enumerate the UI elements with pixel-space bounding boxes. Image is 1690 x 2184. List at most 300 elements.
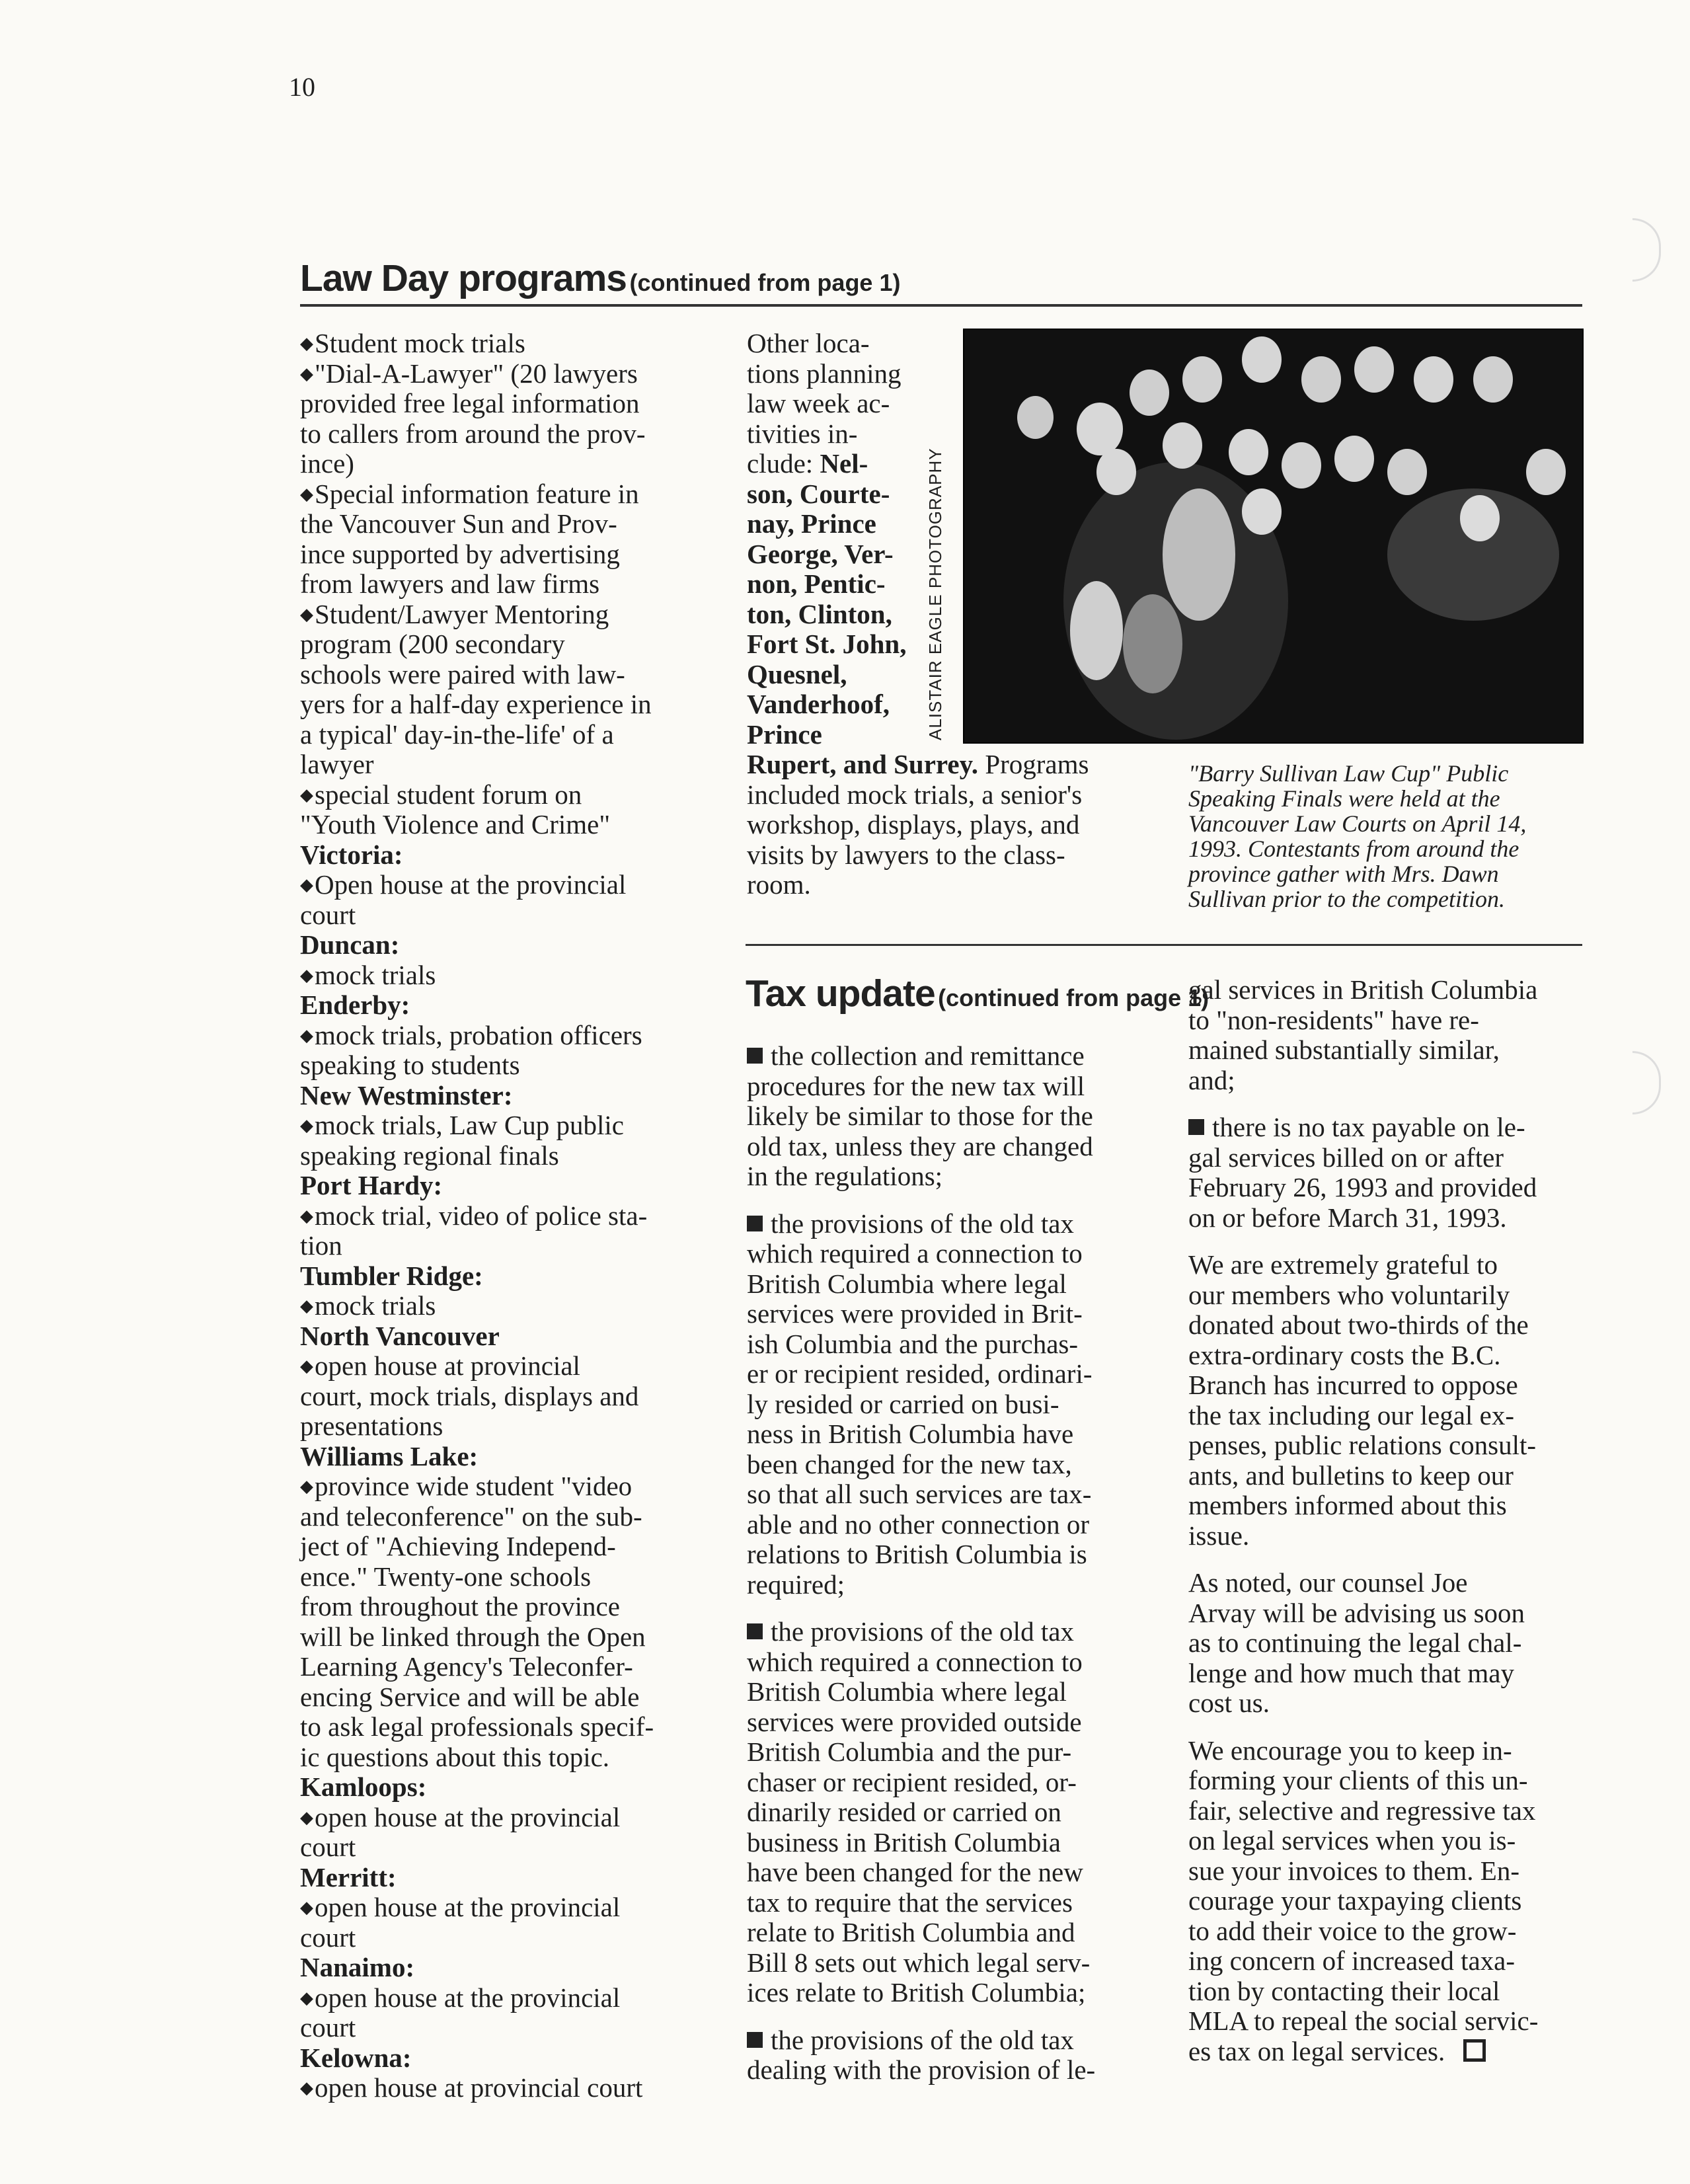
bullet-diamond-icon: ◆ (300, 1116, 313, 1135)
text-fragment: to "non-residents" have re- (1188, 1004, 1479, 1035)
text-fragment: ince) (300, 448, 354, 479)
text-line (300, 2043, 710, 2074)
text-line (1188, 1310, 1585, 1341)
text-fragment: ince supported by advertising (300, 538, 620, 569)
text-line (300, 720, 710, 750)
tax-update-middle-column (747, 1041, 1170, 2103)
list-item-text: open house at the provincial (315, 1982, 621, 2013)
text-line (300, 1321, 710, 1352)
bullet-diamond-icon: ◆ (300, 1296, 313, 1315)
page-number: 10 (289, 72, 315, 102)
text-line (747, 539, 945, 570)
list-item-text: mock trials, probation officers (315, 1019, 642, 1050)
text-line (300, 1923, 710, 1953)
caption-line: "Barry Sullivan Law Cup" Public (1188, 760, 1509, 787)
photo-caption (1188, 761, 1585, 912)
text-fragment: We encourage you to keep in- (1188, 1735, 1512, 1766)
text-fragment: procedures for the new tax will (747, 1070, 1085, 1101)
text-line (747, 1389, 1170, 1420)
text-line (300, 660, 710, 690)
text-fragment: February 26, 1993 and provided (1188, 1172, 1537, 1202)
text-line (1188, 1250, 1585, 1280)
text-line (300, 930, 710, 960)
text-fragment: fair, selective and regressive tax (1188, 1795, 1536, 1826)
text-fragment: as to continuing the legal chal- (1188, 1627, 1522, 1658)
text-line (300, 1803, 710, 1833)
location-heading: Fort St. John, (747, 629, 907, 659)
text-line (747, 1978, 1170, 2008)
text-line (747, 840, 1163, 871)
text-line (1188, 1005, 1585, 1036)
text-line (300, 1442, 710, 1472)
location-heading: Tumbler Ridge: (300, 1260, 483, 1291)
text-line (747, 750, 1163, 780)
text-fragment: old tax, unless they are changed (747, 1130, 1093, 1161)
text-fragment: issue. (1188, 1520, 1250, 1551)
text-fragment: lawyer (300, 749, 374, 779)
location-heading: Quesnel, (747, 658, 847, 689)
text-fragment: relate to British Columbia and (747, 1917, 1075, 1947)
text-line (300, 1983, 710, 2013)
location-name: Rupert, and Surrey. (747, 749, 979, 779)
text-fragment: tivities in- (747, 418, 858, 449)
tax-update-title: Tax update (746, 972, 935, 1015)
text-line (1188, 2037, 1585, 2067)
bullet-diamond-icon: ◆ (300, 1206, 313, 1226)
text-fragment: our members who voluntarily (1188, 1279, 1510, 1310)
list-item-text: Special information feature in (315, 478, 639, 509)
text-line (747, 1540, 1170, 1570)
text-fragment: dinarily resided or carried on (747, 1797, 1061, 1827)
tax-paragraph (747, 1209, 1170, 1600)
text-line (1188, 1491, 1585, 1521)
bullet-diamond-icon: ◆ (300, 604, 313, 624)
text-line (300, 1050, 710, 1081)
text-fragment: court (300, 2012, 356, 2043)
tax-paragraph (1188, 1250, 1585, 1551)
text-line (747, 359, 945, 389)
text-line (300, 780, 710, 810)
text-line (1188, 1766, 1585, 1796)
text-fragment: forming your clients of this un- (1188, 1765, 1528, 1795)
text-fragment: ject of "Achieving Independ- (300, 1531, 616, 1561)
text-fragment: courage your taxpaying clients (1188, 1885, 1522, 1916)
text-line (1188, 1430, 1585, 1461)
punch-hole-mark (1632, 1051, 1661, 1114)
text-line (300, 1863, 710, 1893)
text-line (300, 539, 710, 570)
list-item-text: mock trials (315, 1290, 436, 1321)
tax-paragraph (1188, 1568, 1585, 1719)
text-fragment: yers for a half-day experience in (300, 689, 652, 719)
text-line (1188, 1568, 1585, 1598)
text-line (747, 1209, 1170, 1239)
text-line (300, 1382, 710, 1412)
location-heading: ton, Clinton, (747, 598, 892, 629)
text-line (300, 689, 710, 720)
text-fragment: on or before March 31, 1993. (1188, 1202, 1507, 1233)
text-line (300, 1502, 710, 1532)
bullet-diamond-icon: ◆ (300, 1025, 313, 1045)
text-fragment: room. (747, 869, 811, 900)
text-fragment: the collection and remittance (771, 1040, 1085, 1071)
text-line (747, 1072, 1170, 1102)
text-line (300, 750, 710, 780)
text-line (747, 1918, 1170, 1948)
text-fragment: As noted, our counsel Joe (1188, 1567, 1468, 1598)
text-line (747, 1707, 1170, 1738)
text-line (747, 720, 945, 750)
text-line (1188, 1796, 1585, 1826)
caption-line: Vancouver Law Courts on April 14, (1188, 810, 1527, 837)
text-fragment: court, mock trials, displays and (300, 1380, 639, 1411)
text-line (300, 1261, 710, 1292)
text-fragment: chaser or recipient resided, or- (747, 1766, 1077, 1797)
text-line (1188, 1736, 1585, 1766)
text-line (300, 2073, 710, 2103)
text-fragment: Branch has incurred to oppose (1188, 1370, 1518, 1400)
caption-line: Sullivan prior to the competition. (1188, 886, 1505, 912)
text-line (747, 479, 945, 510)
bullet-diamond-icon: ◆ (300, 1898, 313, 1917)
text-line (300, 1742, 710, 1773)
text-line (747, 1570, 1170, 1600)
text-fragment: Arvay will be advising us soon (1188, 1597, 1525, 1628)
text-line (300, 1201, 710, 1231)
text-fragment: encing Service and will be able (300, 1681, 640, 1712)
tax-paragraph (1188, 975, 1585, 1095)
text-fragment: ness in British Columbia have (747, 1419, 1074, 1449)
text-fragment: and teleconference" on the sub- (300, 1501, 642, 1532)
law-day-rule (300, 304, 1582, 307)
text-line (1188, 1143, 1585, 1173)
text-line (747, 1677, 1170, 1707)
end-mark-icon (1463, 2039, 1486, 2062)
text-fragment: have been changed for the new (747, 1857, 1083, 1887)
text-line (300, 1832, 710, 1863)
text-line (300, 810, 710, 840)
list-item-text: mock trial, video of police sta- (315, 1200, 648, 1231)
tax-paragraph (747, 2025, 1170, 2086)
text-line (747, 810, 1163, 840)
text-line (747, 1132, 1170, 1162)
text-fragment: able and no other connection or (747, 1508, 1090, 1540)
text-fragment: er or recipient resided, ordinari- (747, 1358, 1093, 1389)
location-heading: son, Courte- (747, 478, 890, 509)
text-line (1188, 1598, 1585, 1629)
location-heading: North Vancouver (300, 1320, 500, 1351)
law-day-middle-wide (747, 750, 1163, 900)
text-line (747, 1510, 1170, 1540)
list-item-text: open house at provincial (315, 1350, 580, 1381)
bullet-square-icon (747, 1048, 763, 1064)
text-fragment: ence." Twenty-one schools (300, 1561, 592, 1592)
law-day-middle-narrow (747, 329, 945, 750)
text-fragment: British Columbia where legal (747, 1268, 1067, 1299)
text-line (747, 329, 945, 359)
list-item-text: Student/Lawyer Mentoring (315, 598, 609, 629)
text-line (747, 1269, 1170, 1300)
bullet-diamond-icon: ◆ (300, 2078, 313, 2097)
text-line (300, 359, 710, 389)
text-fragment: court (300, 1922, 356, 1953)
list-item-text: special student forum on (315, 779, 582, 810)
text-line (747, 569, 945, 600)
location-heading: New Westminster: (300, 1079, 513, 1111)
location-heading: Kamloops: (300, 1772, 427, 1802)
text-fragment: required; (747, 1569, 845, 1600)
text-line (747, 1828, 1170, 1858)
text-line (300, 960, 710, 991)
list-item-text: province wide student "video (315, 1471, 633, 1501)
text-fragment: mained substantially similar, (1188, 1034, 1500, 1065)
caption-line: province gather with Mrs. Dawn (1188, 861, 1499, 887)
tax-paragraph (747, 1617, 1170, 2008)
punch-hole-mark (1632, 218, 1661, 282)
tax-update-rule (746, 944, 1582, 946)
list-item-text: open house at provincial court (315, 2072, 643, 2103)
location-heading: Williams Lake: (300, 1440, 479, 1471)
text-fragment: will be linked through the Open (300, 1621, 646, 1652)
text-line (1188, 1066, 1585, 1096)
text-fragment: from lawyers and law firms (300, 568, 600, 599)
text-fragment: the provisions of the old tax (771, 1616, 1074, 1647)
text-line (300, 1953, 710, 1983)
text-line (300, 1141, 710, 1171)
list-item-text: open house at the provincial (315, 1801, 621, 1832)
text-fragment: the provisions of the old tax (771, 2024, 1074, 2055)
text-fragment: gal services in British Columbia (1188, 974, 1538, 1005)
text-line (747, 660, 945, 690)
text-line (747, 2055, 1170, 2086)
text-line (1188, 1280, 1585, 1311)
photo-credit: ALISTAIR EAGLE PHOTOGRAPHY (925, 448, 945, 740)
text-line (300, 840, 710, 871)
text-fragment: court (300, 899, 356, 930)
text-fragment: Programs (978, 749, 1089, 779)
text-fragment: British Columbia where legal (747, 1676, 1067, 1707)
tax-update-heading (746, 972, 1209, 1015)
text-line (1188, 1916, 1585, 1947)
text-fragment: services were provided outside (747, 1706, 1082, 1737)
text-line (747, 1768, 1170, 1798)
text-fragment: services were provided in Brit- (747, 1298, 1083, 1329)
text-line (300, 990, 710, 1021)
text-line (747, 1419, 1170, 1450)
text-line (1188, 1856, 1585, 1887)
text-fragment: We are extremely grateful to (1188, 1249, 1498, 1280)
text-fragment: the Vancouver Sun and Prov- (300, 508, 617, 539)
location-heading: Enderby: (300, 990, 410, 1020)
text-fragment: presentations (300, 1411, 443, 1441)
text-line (747, 1888, 1170, 1918)
text-fragment: gal services billed on or after (1188, 1142, 1504, 1173)
text-line (300, 600, 710, 630)
text-fragment: tion (300, 1230, 342, 1261)
text-fragment: program (200 secondary (300, 629, 565, 659)
text-line (747, 780, 1163, 810)
text-line (300, 1772, 710, 1803)
bullet-diamond-icon: ◆ (300, 364, 313, 383)
law-day-continued: (continued from page 1) (629, 269, 901, 296)
text-line (747, 870, 1163, 900)
text-line (300, 1682, 710, 1713)
text-line (1188, 1370, 1585, 1401)
list-item-text: Student mock trials (315, 328, 525, 358)
text-fragment: clude: (747, 448, 820, 479)
text-line (747, 389, 945, 419)
text-line (1188, 1658, 1585, 1689)
text-fragment: a typical' day-in-the-life' of a (300, 719, 614, 750)
text-line (300, 1291, 710, 1321)
bullet-diamond-icon: ◆ (300, 1988, 313, 2008)
text-line (1188, 1946, 1585, 1976)
text-fragment: provided free legal information (300, 388, 640, 418)
text-fragment: the tax including our legal ex- (1188, 1399, 1514, 1430)
text-fragment: ic questions about this topic. (300, 1741, 610, 1772)
text-line (747, 449, 945, 479)
text-fragment: ly resided or carried on busi- (747, 1388, 1059, 1419)
law-day-left-column (300, 329, 710, 2103)
text-fragment: to ask legal professionals specif- (300, 1711, 654, 1742)
text-line (1188, 1521, 1585, 1551)
text-line (300, 1111, 710, 1141)
text-fragment: likely be similar to those for the (747, 1101, 1093, 1131)
text-fragment: law week ac- (747, 388, 890, 418)
bullet-diamond-icon: ◆ (300, 875, 313, 894)
text-line (300, 1532, 710, 1562)
list-item-text: mock trials (315, 959, 436, 990)
text-line (300, 569, 710, 600)
text-line (300, 509, 710, 539)
text-line (747, 1161, 1170, 1192)
text-line (300, 1171, 710, 1201)
text-fragment: visits by lawyers to the class- (747, 839, 1065, 870)
text-fragment: ices relate to British Columbia; (747, 1977, 1086, 2008)
text-line (300, 1231, 710, 1261)
law-day-heading (300, 256, 900, 300)
text-line (1188, 2006, 1585, 2037)
text-line (747, 1647, 1170, 1678)
text-fragment: so that all such services are tax- (747, 1479, 1092, 1509)
text-fragment: included mock trials, a senior's (747, 779, 1083, 810)
text-fragment: which required a connection to (747, 1238, 1083, 1268)
text-line (747, 509, 945, 539)
bullet-diamond-icon: ◆ (300, 785, 313, 804)
bullet-square-icon (1188, 1119, 1204, 1135)
caption-line: 1993. Contestants from around the (1188, 836, 1519, 862)
text-line (747, 1617, 1170, 1647)
text-fragment: British Columbia and the pur- (747, 1736, 1072, 1767)
text-line (1188, 1688, 1585, 1719)
location-heading: George, Ver- (747, 538, 894, 569)
text-line (300, 419, 710, 449)
text-line (300, 1622, 710, 1653)
location-heading: Port Hardy: (300, 1170, 443, 1200)
text-line (747, 1101, 1170, 1132)
location-heading: nay, Prince (747, 508, 876, 539)
location-heading: Vanderhoof, (747, 689, 890, 719)
text-line (747, 1450, 1170, 1480)
text-fragment: schools were paired with law- (300, 658, 625, 689)
text-fragment: tions planning (747, 358, 902, 389)
text-fragment: there is no tax payable on le- (1212, 1112, 1525, 1142)
tax-paragraph (1188, 1112, 1585, 1233)
text-line (1188, 1173, 1585, 1203)
text-line (747, 600, 945, 630)
text-line (300, 389, 710, 419)
text-fragment: tion by contacting their local (1188, 1975, 1500, 2006)
text-line (747, 2025, 1170, 2056)
list-item-text: Open house at the provincial (315, 869, 627, 900)
text-line (1188, 1341, 1585, 1371)
text-fragment: Learning Agency's Teleconfer- (300, 1651, 633, 1682)
tax-paragraph (747, 1041, 1170, 1192)
law-day-title: Law Day programs (300, 257, 627, 299)
text-line (747, 1797, 1170, 1828)
tax-paragraph (1188, 1736, 1585, 2067)
text-line (300, 629, 710, 660)
text-fragment: Other loca- (747, 328, 870, 358)
text-line (1188, 1886, 1585, 1916)
tax-update-right-column (1188, 975, 1585, 2084)
bullet-square-icon (747, 1623, 763, 1639)
text-fragment: speaking to students (300, 1050, 520, 1080)
text-line (300, 1712, 710, 1742)
location-name: Nel- (820, 448, 868, 479)
text-fragment: to callers from around the prov- (300, 418, 646, 449)
text-fragment: relations to British Columbia is (747, 1539, 1087, 1569)
text-line (1188, 975, 1585, 1005)
bullet-diamond-icon: ◆ (300, 1807, 313, 1827)
text-line (747, 1041, 1170, 1072)
text-fragment: members informed about this (1188, 1490, 1507, 1520)
text-fragment: court (300, 1832, 356, 1862)
text-line (1188, 1035, 1585, 1066)
location-heading: Prince (747, 719, 822, 750)
text-line (747, 629, 945, 660)
text-line (747, 1737, 1170, 1768)
text-line (1188, 1628, 1585, 1658)
text-line (1188, 1112, 1585, 1143)
list-item-text: mock trials, Law Cup public (315, 1110, 624, 1140)
text-fragment: on legal services when you is- (1188, 1825, 1516, 1855)
text-fragment: workshop, displays, plays, and (747, 809, 1080, 839)
text-fragment: business in British Columbia (747, 1826, 1061, 1857)
location-heading: Victoria: (300, 839, 403, 870)
list-item-text: open house at the provincial (315, 1892, 621, 1922)
bullet-diamond-icon: ◆ (300, 484, 313, 504)
text-line (300, 1081, 710, 1111)
bullet-diamond-icon: ◆ (300, 965, 313, 985)
text-fragment: been changed for the new tax, (747, 1448, 1072, 1479)
text-line (747, 1479, 1170, 1510)
text-line (300, 1892, 710, 1923)
text-fragment: sue your invoices to them. En- (1188, 1855, 1520, 1886)
text-fragment: "Youth Violence and Crime" (300, 809, 611, 839)
location-heading: non, Pentic- (747, 568, 886, 599)
bullet-diamond-icon: ◆ (300, 334, 313, 353)
text-line (747, 1239, 1170, 1269)
text-line (1188, 1401, 1585, 1431)
text-line (747, 1329, 1170, 1360)
text-line (1188, 1976, 1585, 2007)
text-line (300, 1351, 710, 1382)
bullet-square-icon (747, 2032, 763, 2048)
bullet-diamond-icon: ◆ (300, 1477, 313, 1496)
text-line (747, 1359, 1170, 1389)
text-line (1188, 1203, 1585, 1233)
